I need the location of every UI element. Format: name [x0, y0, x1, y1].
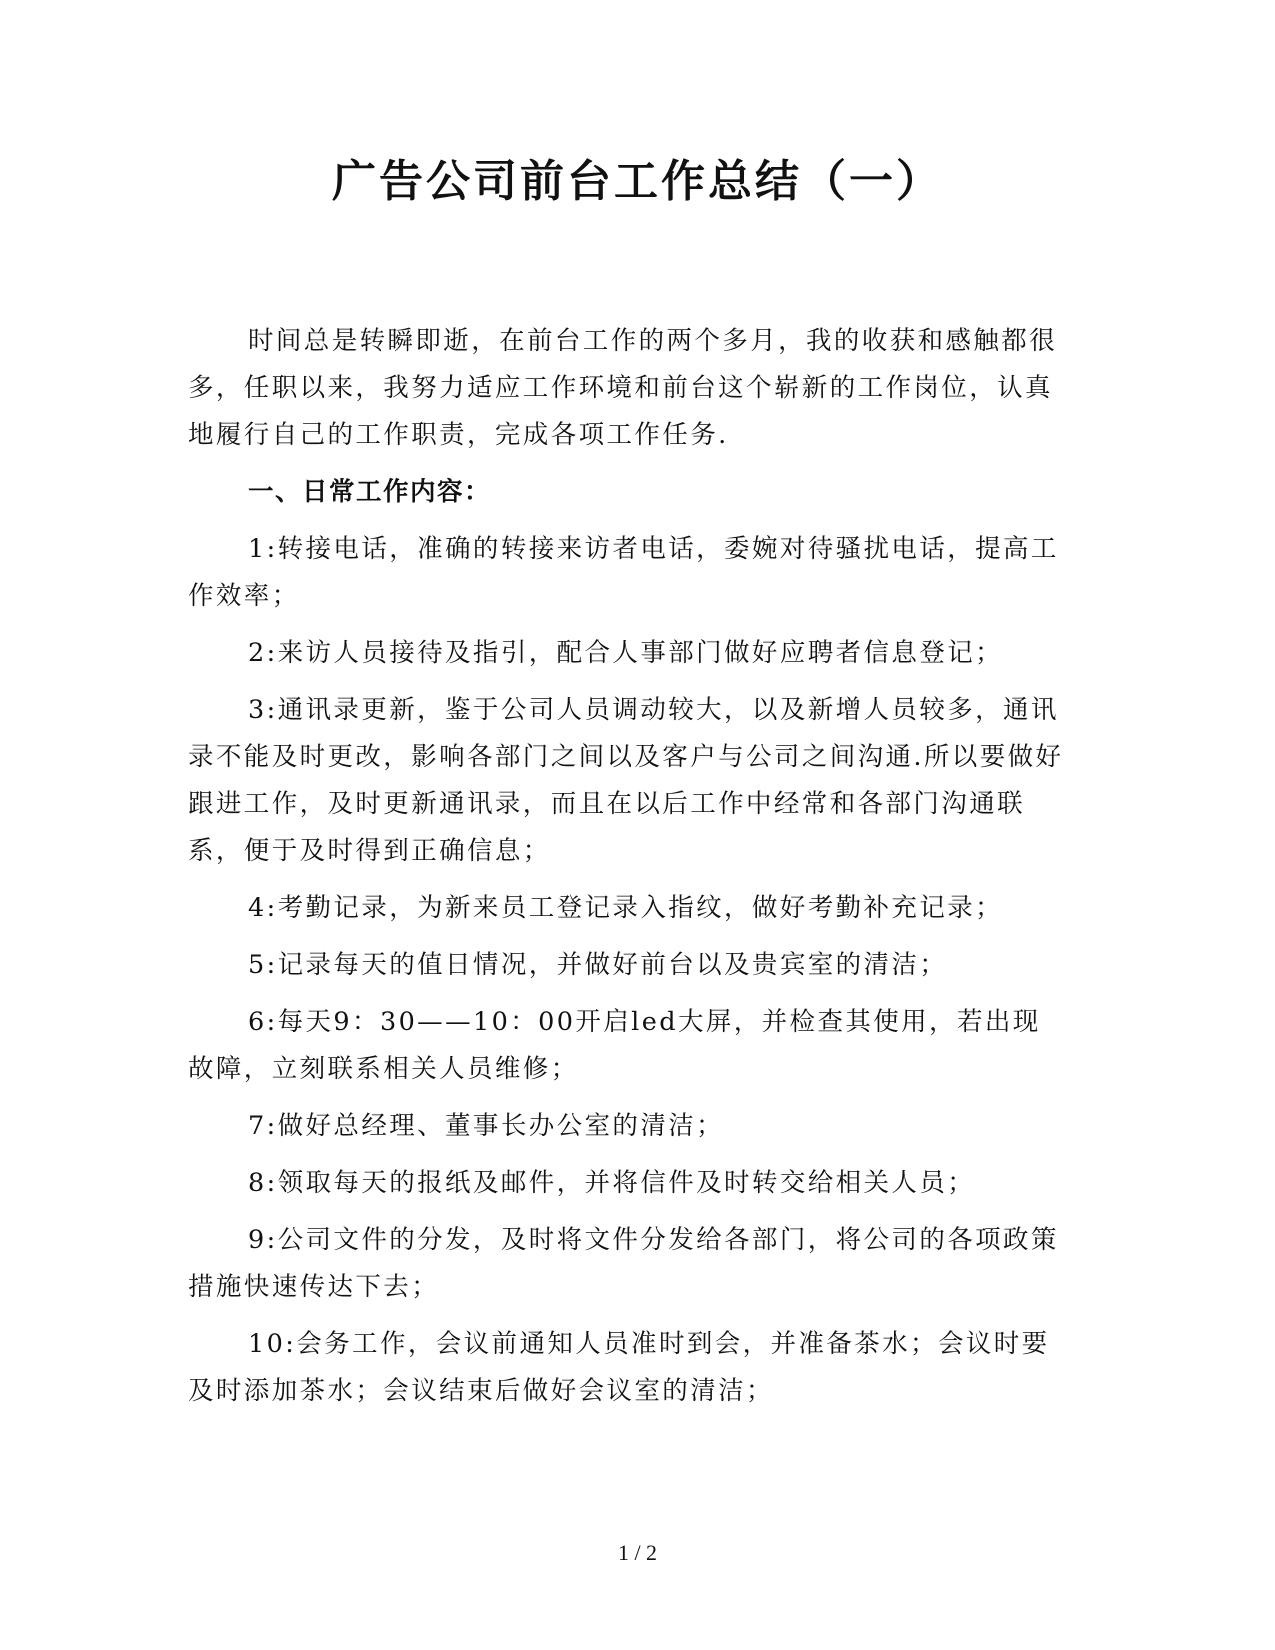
list-item: 1:转接电话，准确的转接来访者电话，委婉对待骚扰电话，提高工作效率； — [188, 534, 1059, 611]
list-item: 2:来访人员接待及指引，配合人事部门做好应聘者信息登记； — [248, 638, 1004, 668]
list-item: 10:会务工作，会议前通知人员准时到会，并准备茶水；会议时要及时添加茶水；会议结束后做好会议室的清洁； — [188, 1329, 1050, 1406]
list-item: 7:做好总经理、董事长办公室的清洁； — [248, 1111, 725, 1141]
list-item: 3:通讯录更新，鉴于公司人员调动较大，以及新增人员较多，通讯录不能及时更改，影响各部门之间以及客户与公司之间沟通.所以要做好跟进工作，及时更新通讯录，而且在以后工作中经常和各部门沟通联系，便于及时得到正确信息； — [188, 695, 1064, 866]
page-number: 1 / 2 — [617, 1540, 658, 1565]
list-item: 4:考勤记录，为新来员工登记录入指纹，做好考勤补充记录； — [248, 893, 1004, 923]
list-item: 6:每天9：30——10：00开启led大屏，并检查其使用，若出现故障，立刻联系相关人员维修； — [188, 1007, 1041, 1084]
section-heading: 一、日常工作内容： — [248, 477, 492, 507]
list-item: 8:领取每天的报纸及邮件，并将信件及时转交给相关人员； — [248, 1168, 976, 1198]
document-body — [188, 318, 1068, 1425]
list-item: 5:记录每天的值日情况，并做好前台以及贵宾室的清洁； — [248, 950, 948, 980]
list-item: 9:公司文件的分发，及时将文件分发给各部门，将公司的各项政策措施快速传达下去； — [188, 1225, 1059, 1302]
document-title: 广告公司前台工作总结（一） — [332, 156, 943, 207]
intro-paragraph: 时间总是转瞬即逝，在前台工作的两个多月，我的收获和感触都很多，任职以来，我努力适应工作环境和前台这个崭新的工作岗位，认真地履行自己的工作职责，完成各项工作任务. — [188, 326, 1058, 450]
